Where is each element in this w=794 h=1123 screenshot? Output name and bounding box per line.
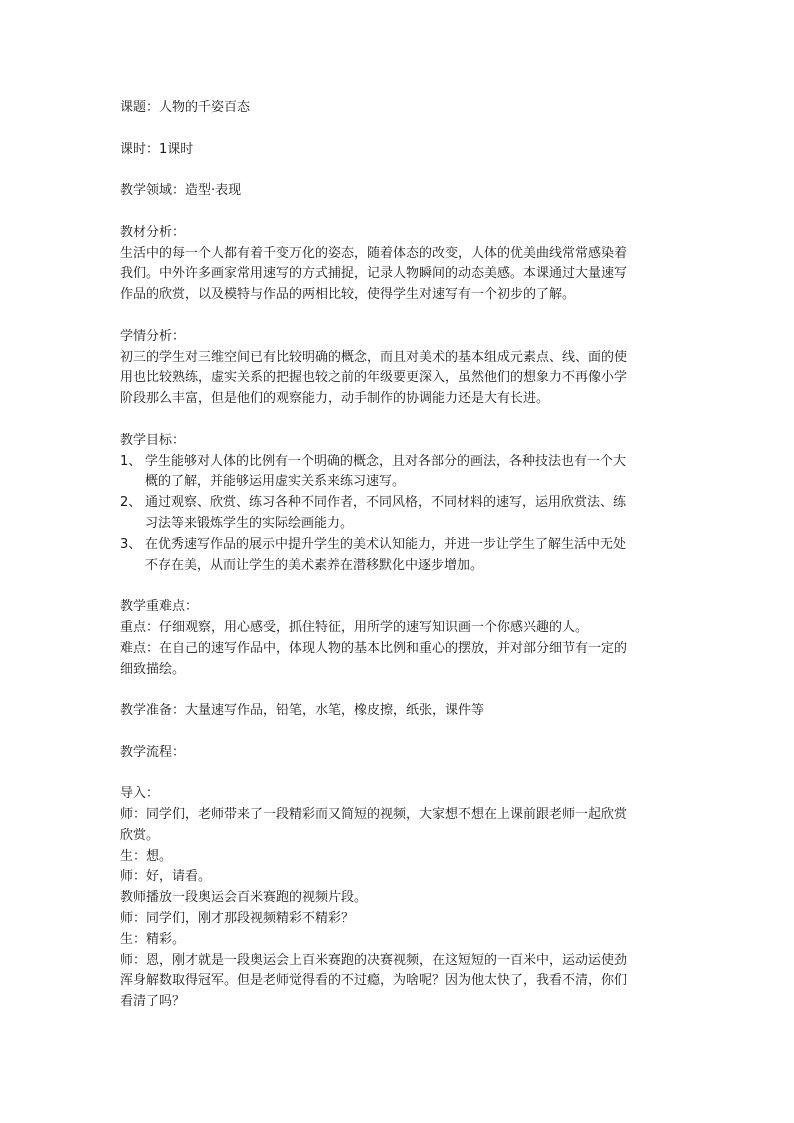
goal-item [120,535,672,577]
material-line: 作品的欣赏，以及模特与作品的两相比较，使得学生对速写有一个初步的了解。 [120,287,576,303]
focus-difficulty: 难点：在自己的速写作品中，体现人物的基本比例和重心的摆放，并对部分细节有一定的 [120,640,628,656]
goal-item [120,452,672,494]
focus-key-point: 重点：仔细观察，用心感受，抓住特征，用所学的速写知识画一个你感兴趣的人。 [120,619,589,635]
focus-heading: 教学重难点： [120,599,199,615]
goal-line: 学生能够对人体的比例有一个明确的概念，且对各部分的画法，各种技法也有一个大 [145,453,627,469]
teaching-prep: 教学准备：大量速写作品，铅笔，水笔，橡皮擦，纸张，课件等 [120,703,485,719]
goal-line: 通过观察、欣赏、练习各种不同作者，不同风格，不同材料的速写，运用欣赏法、练 [145,495,627,511]
goal-item [120,493,672,535]
lesson-period: 课时：1课时 [120,141,194,157]
material-heading: 教材分析： [120,224,186,240]
goal-line: 在优秀速写作品的展示中提升学生的美术认知能力，并进一步让学生了解生活中无处 [145,536,627,552]
document-page [120,98,672,1013]
dialogue-line: 浑身解数取得冠军。但是老师觉得看的不过瘾，为啥呢？因为他太快了，我看不清，你们 [120,973,628,989]
goal-number: 2、 [120,495,142,511]
students-line: 阶段那么丰富，但是他们的观察能力，动手制作的协调能力还是大有长进。 [120,391,550,407]
students-heading: 学情分析： [120,328,186,344]
goal-line: 习法等来锻炼学生的实际绘画能力。 [145,515,354,531]
material-line: 我们。中外许多画家常用速写的方式捕捉，记录人物瞬间的动态美感。本课通过大量速写 [120,266,628,282]
dialogue-line: 师：恩，刚才就是一段奥运会上百米赛跑的决赛视频，在这短短的一百米中，运动运使劲 [120,952,628,968]
students-line: 初三的学生对三维空间已有比较明确的概念，而且对美术的基本组成元素点、线、面的使 [120,349,628,365]
intro-heading: 导入： [120,786,160,802]
dialogue-line: 欣赏。 [120,827,160,843]
process-heading: 教学流程： [120,744,186,760]
dialogue-line: 生：精彩。 [120,931,186,947]
goal-number: 1、 [120,453,142,469]
dialogue-line: 教师播放一段奥运会百米赛跑的视频片段。 [120,890,368,906]
dialogue-line: 师：同学们，老师带来了一段精彩而又简短的视频，大家想不想在上课前跟老师一起欣赏 [120,807,628,823]
students-line: 用也比较熟练，虚实关系的把握也较之前的年级要更深入，虽然他们的想象力不再像小学 [120,370,628,386]
focus-difficulty: 细致描绘。 [120,661,186,677]
goal-line: 概的了解，并能够运用虚实关系来练习速写。 [145,474,406,490]
teaching-domain: 教学领域：造型·表现 [120,183,242,199]
goal-number: 3、 [120,536,142,552]
goals-heading: 教学目标： [120,432,186,448]
dialogue-line: 生：想。 [120,848,173,864]
dialogue-line: 师：同学们，刚才那段视频精彩不精彩？ [120,911,355,927]
dialogue-line: 看清了吗？ [120,994,186,1010]
dialogue-line: 师：好，请看。 [120,869,212,885]
goal-line: 不存在美，从而让学生的美术素养在潜移默化中逐步增加。 [145,557,484,573]
lesson-title: 课题：人物的千姿百态 [120,100,251,115]
material-line: 生活中的每一个人都有着千变万化的姿态，随着体态的改变，人体的优美曲线常常感染着 [120,245,628,261]
